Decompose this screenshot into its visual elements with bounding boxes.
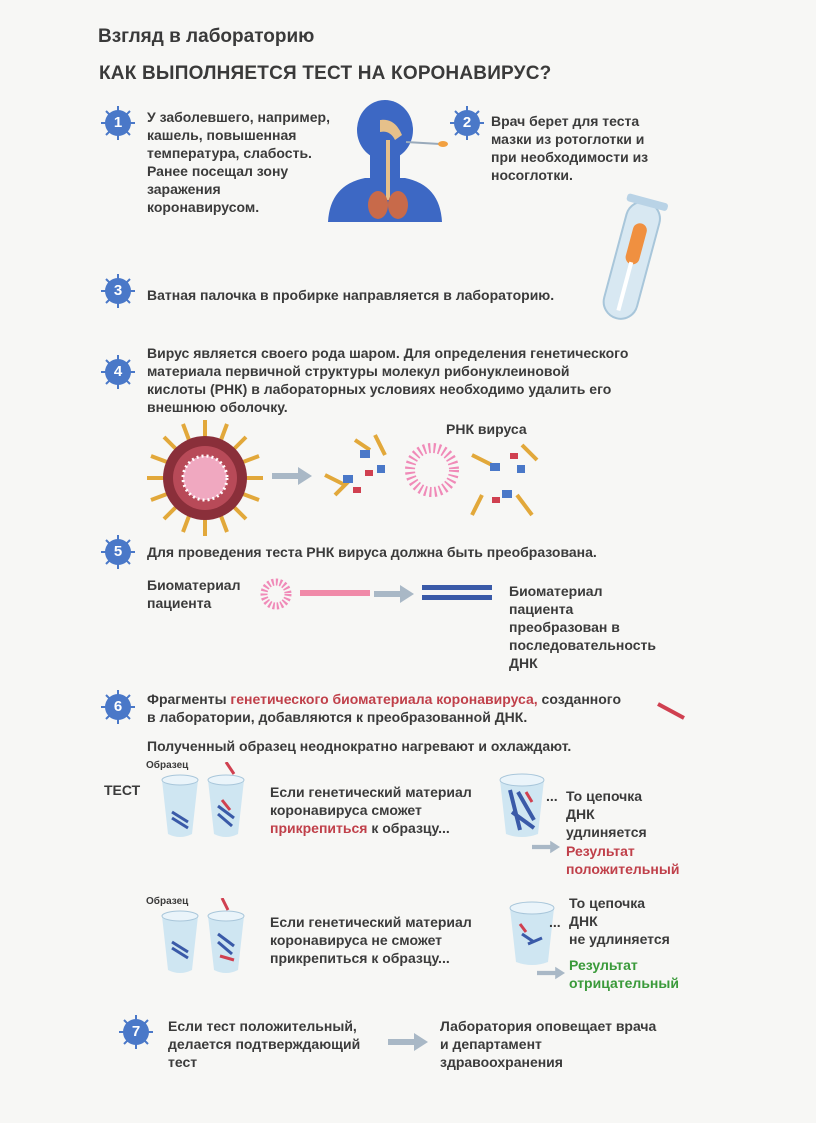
biomaterial-label: Биоматериал пациента [147,577,241,611]
step-5-badge [101,535,135,569]
positive-dots: ... [546,788,558,804]
positive-result-label: Результат положительный [566,843,680,877]
step-number: 3 [113,282,123,299]
biomaterial-converted-label: Биоматериал пациента преобразован в последовательность ДНК [509,583,656,671]
step-6-text-a: Фрагменты [147,691,231,707]
positive-result-cup [498,770,548,840]
positive-condition-a: Если генетический материал коронавируса сможет [270,784,472,818]
step-number: 5 [113,543,123,560]
virus-fragments-icon [315,425,395,525]
sample-label: Образец [146,896,189,907]
step-4-text: Вирус является своего рода шаром. Для определения генетического материала первичной структуры молекул рибонуклеиновой кислоты (РНК) в лабораторных условиях необходимо удалить его внешнюю оболочку. [147,345,629,415]
heating-text: Полученный образец неоднократно нагревают и охлаждают. [147,738,572,754]
step-1-badge [101,106,135,140]
step-4-badge [101,355,135,389]
step-2-badge [450,106,484,140]
patient-illustration [320,100,450,222]
step-number: 7 [131,1023,141,1040]
negative-result-text: То цепочка ДНК не удлиняется [569,895,670,947]
test-tube-icon [585,192,675,342]
dna-strand-icon [422,585,492,605]
negative-result-cup [508,898,558,968]
step-3-text: Ватная палочка в пробирке направляется в лабораторию. [147,287,555,303]
virus-fragments-icon [462,435,552,525]
sample-label: Образец [146,760,189,771]
step-7-text: Если тест положительный, делается подтверждающий тест [168,1018,361,1070]
negative-result-label: Результат отрицательный [569,957,679,991]
step-3-badge [101,274,135,308]
step-6-badge [101,690,135,724]
step-number: 4 [113,363,123,380]
test-cups-negative [160,898,260,978]
step-number: 6 [113,698,123,715]
negative-condition-text: Если генетический материал коронавируса не сможет прикрепиться к образцу... [270,914,472,966]
step-number: 2 [462,114,472,131]
arrow-right-icon [272,466,312,486]
step-7-badge [119,1015,153,1049]
rna-label: РНК вируса [446,421,527,437]
step-6-text-highlight: генетического биоматериала коронавируса, [230,691,538,707]
step-1-text: У заболевшего, например, кашель, повышенная температура, слабость. Ранее посещал зону заражения коронавирусом. [147,109,330,215]
section-header: Взгляд в лабораторию [98,26,315,47]
positive-condition-text [270,783,472,837]
negative-dots: ... [549,914,561,930]
rna-fragment-icon [656,702,686,722]
rna-strand-icon [300,590,370,598]
positive-condition-b: к образцу... [367,820,450,836]
arrow-right-icon [530,840,562,854]
page-title: КАК ВЫПОЛНЯЕТСЯ ТЕСТ НА КОРОНАВИРУС? [99,63,552,84]
arrow-right-icon [535,966,567,980]
positive-result-text: То цепочка ДНК удлиняется [566,788,647,840]
notify-text: Лаборатория оповещает врача и департамент здравоохранения [440,1018,657,1070]
step-6-text [147,690,621,726]
rna-ring-icon [402,440,462,500]
step-6-text-b: созданного в лаборатории, добавляются к преобразованной ДНК. [147,691,621,725]
arrow-right-icon [374,584,414,604]
coronavirus-icon [145,418,265,538]
positive-condition-highlight: прикрепиться [270,820,368,836]
step-2-text: Врач берет для теста мазки из ротоглотки и при необходимости из носоглотки. [491,113,649,183]
test-cups-positive [160,762,260,842]
rna-ring-icon [258,576,294,612]
arrow-right-icon [388,1032,428,1052]
test-label: ТЕСТ [104,782,141,798]
step-number: 1 [113,114,123,131]
step-5-text: Для проведения теста РНК вируса должна быть преобразована. [147,544,597,560]
